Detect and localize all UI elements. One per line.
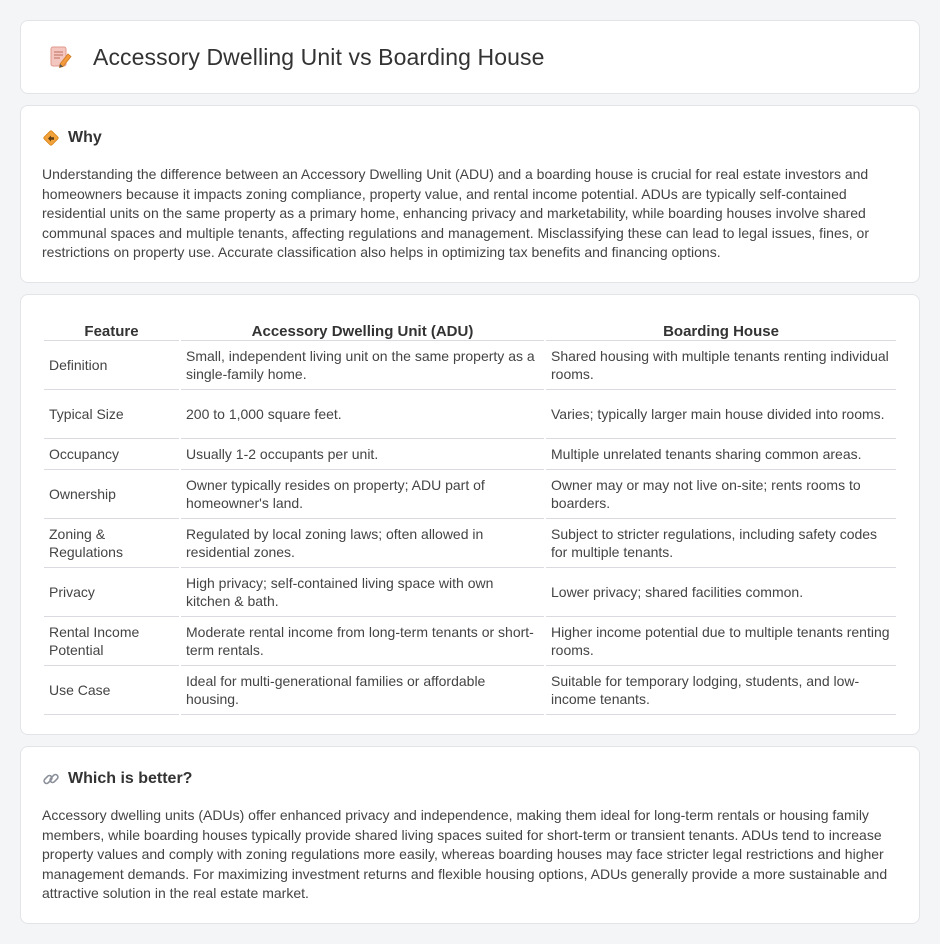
feature-cell: Rental Income Potential <box>44 617 179 666</box>
table-row <box>44 341 896 390</box>
boarding-house-cell: Subject to stricter regulations, including safety codes for multiple tenants. <box>546 519 896 568</box>
header-card <box>20 20 920 94</box>
table-row <box>44 666 896 715</box>
document-pencil-icon <box>47 44 73 70</box>
better-title: Which is better? <box>68 770 193 787</box>
table-row <box>44 390 896 439</box>
header-feature: Feature <box>44 315 179 341</box>
table-row <box>44 439 896 470</box>
why-title: Why <box>68 129 102 146</box>
boarding-house-cell: Shared housing with multiple tenants renting individual rooms. <box>546 341 896 390</box>
header-adu: Accessory Dwelling Unit (ADU) <box>181 315 544 341</box>
adu-cell: Ideal for multi-generational families or affordable housing. <box>181 666 544 715</box>
adu-cell: High privacy; self-contained living space with own kitchen & bath. <box>181 568 544 617</box>
boarding-house-cell: Multiple unrelated tenants sharing common areas. <box>546 439 896 470</box>
comparison-table <box>42 315 898 715</box>
why-text: Understanding the difference between an Accessory Dwelling Unit (ADU) and a boarding house is crucial for real estate investors and homeowners because it impacts zoning compliance, property value, and rental income potential. ADUs are typically self-contained residential units on the same property as a primary home, enhancing privacy and marketability, while boarding houses involve shared communal spaces and multiple tenants, affecting regulations and management. Misclassifying these can lead to legal issues, fines, or restrictions on property use. Accurate classification also helps in optimizing tax benefits and financing options. <box>42 166 869 261</box>
adu-cell: Owner typically resides on property; ADU part of homeowner's land. <box>181 470 544 519</box>
feature-cell: Use Case <box>44 666 179 715</box>
boarding-house-cell: Varies; typically larger main house divided into rooms. <box>546 390 896 439</box>
better-text: Accessory dwelling units (ADUs) offer enhanced privacy and independence, making them ideal for long-term rentals or housing family members, while boarding houses typically provide shared living spaces suited for short-term or transient tenants. ADUs tend to increase property values and comply with zoning regulations more easily, whereas boarding houses may face stricter legal restrictions and higher management demands. For maximizing investment returns and flexible housing options, ADUs generally provide a more sustainable and attractive solution in the real estate market. <box>42 807 888 902</box>
feature-cell: Definition <box>44 341 179 390</box>
page-title: Accessory Dwelling Unit vs Boarding House <box>93 43 545 70</box>
feature-cell: Typical Size <box>44 390 179 439</box>
feature-cell: Ownership <box>44 470 179 519</box>
link-icon <box>42 770 60 788</box>
boarding-house-cell: Lower privacy; shared facilities common. <box>546 568 896 617</box>
boarding-house-cell: Owner may or may not live on-site; rents rooms to boarders. <box>546 470 896 519</box>
adu-cell: 200 to 1,000 square feet. <box>181 390 544 439</box>
road-sign-icon <box>42 129 60 147</box>
adu-cell: Small, independent living unit on the same property as a single-family home. <box>181 341 544 390</box>
table-row <box>44 617 896 666</box>
which-is-better-section <box>20 746 920 924</box>
adu-cell: Moderate rental income from long-term tenants or short-term rentals. <box>181 617 544 666</box>
feature-cell: Zoning & Regulations <box>44 519 179 568</box>
header-boarding-house: Boarding House <box>546 315 896 341</box>
boarding-house-cell: Suitable for temporary lodging, students, and low-income tenants. <box>546 666 896 715</box>
feature-cell: Occupancy <box>44 439 179 470</box>
table-header-row <box>44 315 896 341</box>
feature-cell: Privacy <box>44 568 179 617</box>
why-section <box>20 105 920 283</box>
table-row <box>44 568 896 617</box>
comparison-card <box>20 294 920 735</box>
adu-cell: Regulated by local zoning laws; often allowed in residential zones. <box>181 519 544 568</box>
boarding-house-cell: Higher income potential due to multiple tenants renting rooms. <box>546 617 896 666</box>
adu-cell: Usually 1-2 occupants per unit. <box>181 439 544 470</box>
table-row <box>44 519 896 568</box>
table-row <box>44 470 896 519</box>
